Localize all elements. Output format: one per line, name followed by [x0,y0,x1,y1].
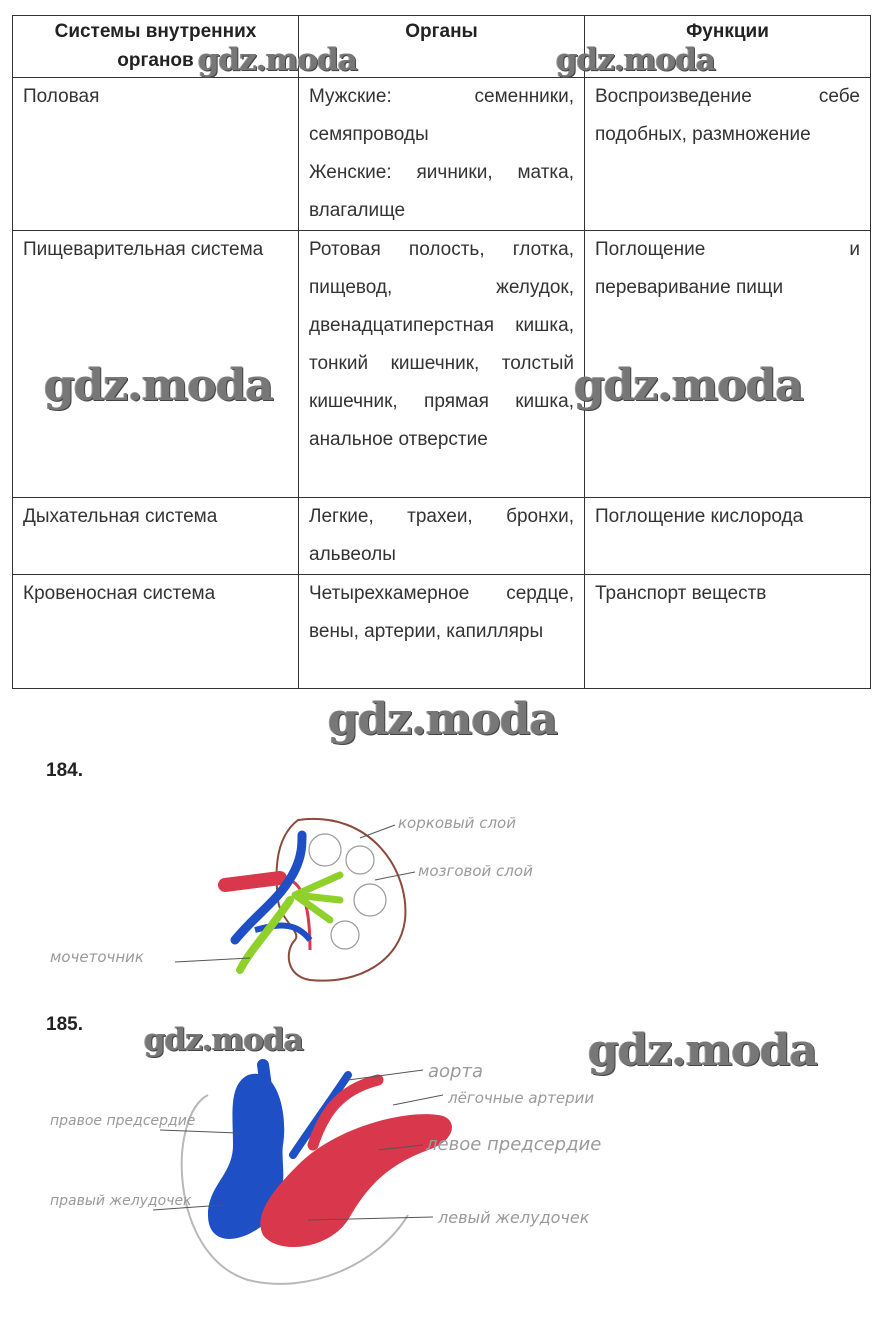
functions-cell: Транспорт веществ [585,575,871,689]
watermark: gdz.moda [574,360,804,411]
pointer-line [175,958,250,962]
watermark: gdz.moda [198,42,357,78]
functions-cell: Поглощение и переваривание пищи [585,231,871,498]
task-number-184: 184. [46,760,83,781]
table-row [13,575,871,689]
watermark: gdz.moda [328,694,558,745]
pyramid-shape [346,846,374,874]
pyramid-shape [309,834,341,866]
pointer-line [160,1130,238,1133]
header-functions: Функции [585,16,871,78]
system-cell: Пищеварительная система [13,231,299,498]
label-aorta: аорта [428,1061,483,1082]
left-heart [260,1114,452,1247]
functions-cell: Поглощение кислорода [585,498,871,575]
organs-male: Мужские: семенники, семяпроводы [309,86,574,145]
table-row [13,498,871,575]
renal-pelvis [295,875,340,920]
label-right-ventricle: правый желудочек [50,1193,192,1209]
system-cell: Кровеносная система [13,575,299,689]
pyramid-shape [354,884,386,916]
watermark: gdz.moda [144,1022,303,1058]
kidney-drawing [40,800,560,1000]
label-left-ventricle: левый желудочек [438,1208,590,1227]
organs-cell [299,78,585,231]
label-cortex: корковый слой [398,814,516,832]
watermark: gdz.moda [44,360,274,411]
pointer-line [348,1070,423,1080]
table-header-row [13,16,871,78]
task-number-185: 185. [46,1014,83,1035]
header-systems: Системы внутренних органов [13,16,299,78]
label-pulmonary-arteries: лёгочные артерии [448,1089,595,1107]
pyramid-shape [331,921,359,949]
organs-cell: Легкие, трахеи, бронхи, альвеолы [299,498,585,575]
organs-cell: Четырехкамерное сердце, вены, артерии, капилляры [299,575,585,689]
system-cell: Дыхательная система [13,498,299,575]
label-medulla: мозговой слой [418,862,533,880]
organs-table [12,15,871,689]
label-left-atrium: левое предсердие [426,1134,602,1155]
pointer-line [393,1095,443,1105]
watermark: gdz.moda [588,1025,818,1076]
functions-cell: Воспроизведение себе подобных, размножение [585,78,871,231]
renal-artery [225,878,280,885]
pointer-line [360,825,395,838]
vena-cava [263,1065,270,1115]
pointer-line [375,872,415,880]
organs-female: Женские: яичники, матка, влагалище [309,162,574,221]
system-cell: Половая [13,78,299,231]
heart-drawing [48,1055,668,1295]
label-ureter: мочеточник [50,948,144,966]
organs-cell: Ротовая полость, глотка, пищевод, желудок, двенадцатиперстная кишка, тонкий кишечник, толстый кишечник, прямая кишка, анальное отверстие [299,231,585,498]
label-right-atrium: правое предсердие [50,1113,196,1129]
header-organs: Органы [299,16,585,78]
table-row [13,78,871,231]
watermark: gdz.moda [556,42,715,78]
